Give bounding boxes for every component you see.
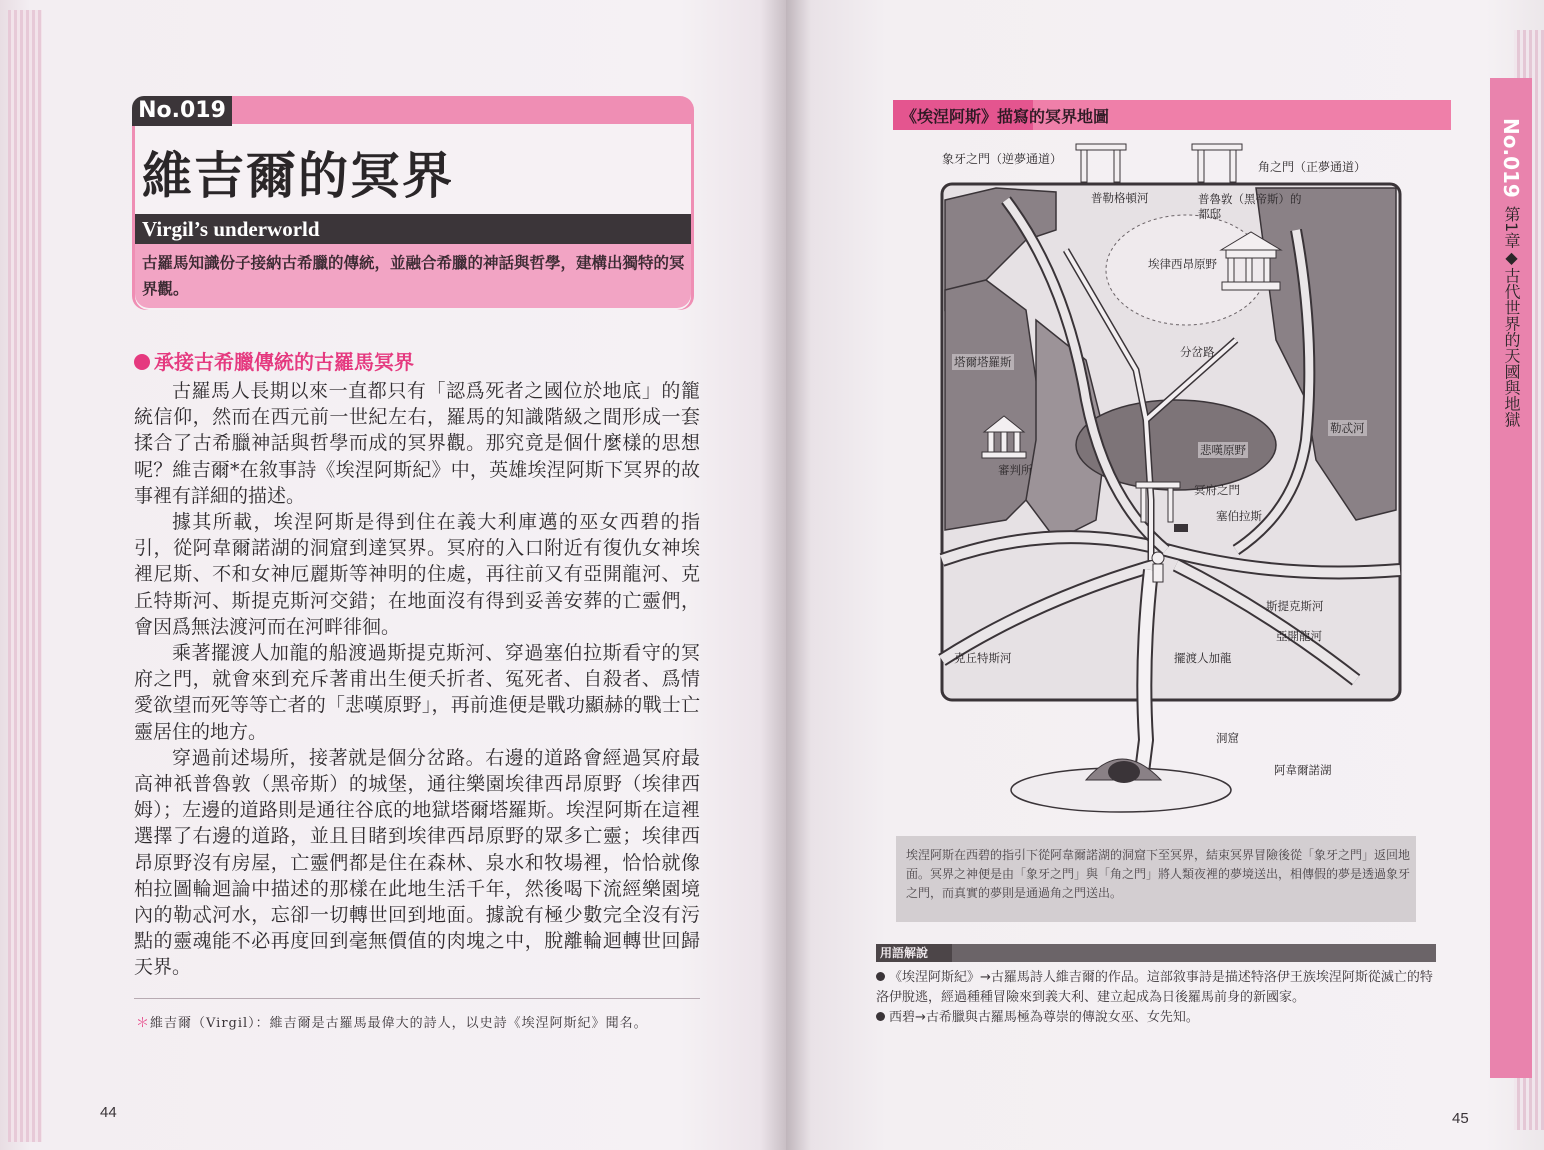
label-cave: 洞窟 bbox=[1216, 731, 1239, 745]
paragraph: 古羅馬人長期以來一直都只有「認爲死者之國位於地底」的籠統信仰，然而在西元前一世紀左右，羅馬的知識階級之間形成一套揉合了古希臘神話與哲學而成的冥界觀。那究竟是個什麼樣的思想呢？維吉爾*在敘事詩《埃涅阿斯紀》中，英雄埃涅阿斯下冥界的故事裡有詳細的描述。 bbox=[134, 380, 700, 507]
paragraph: 穿過前述場所，接著就是個分岔路。右邊的道路會經過冥府最高神祇普魯敦（黑帝斯）的城堡，通往樂園埃律西昂原野（埃律西姆）；左邊的道路則是通往谷底的地獄塔爾塔羅斯。埃涅阿斯在這裡選擇了右邊的道路，並且目睹到埃律西昂原野的眾多亡靈；埃律西昂原野沒有房屋，亡靈們都是住在森林、泉水和牧場裡，恰恰就像柏拉圖輪迴論中描述的那樣在此地生活千年，然後喝下流經樂園境內的勒忒河水，忘卻一切轉世回到地面。據說有極少數完全沒有污點的靈魂能不必再度回到毫無價值的肉塊之中，脫離輪迴轉世回歸天界。 bbox=[134, 746, 700, 979]
bullet-dot-icon bbox=[876, 1012, 885, 1021]
label-styx: 斯提克斯河 bbox=[1266, 599, 1324, 613]
label-acheron: 亞開龍河 bbox=[1276, 629, 1322, 643]
label-horn-gate: 角之門（正夢通道） bbox=[1258, 160, 1367, 174]
label-mourning-fields: 悲嘆原野 bbox=[1200, 443, 1246, 457]
side-tab-number: No.019 bbox=[1499, 118, 1523, 198]
label-charon: 擺渡人加龍 bbox=[1174, 651, 1232, 665]
footnote-divider bbox=[134, 998, 700, 999]
label-court: 審判所 bbox=[998, 463, 1033, 477]
label-elysium: 埃律西昂原野 bbox=[1148, 257, 1217, 271]
page-title: 維吉爾的冥界 bbox=[142, 147, 454, 205]
bullet-dot-icon bbox=[134, 354, 150, 370]
label-avernus: 阿韋爾諾湖 bbox=[1274, 763, 1332, 777]
label-pluto-city: 普魯敦（黑帝斯）的都邸 bbox=[1198, 192, 1302, 221]
label-tartarus: 塔爾塔羅斯 bbox=[954, 355, 1012, 369]
label-cocytus: 克丘特斯河 bbox=[954, 651, 1012, 665]
footnote-text: 維吉爾（Virgil）：維吉爾是古羅馬最偉大的詩人，以史詩《埃涅阿斯紀》聞名。 bbox=[150, 1016, 648, 1031]
page-number-right: 45 bbox=[1452, 1110, 1469, 1127]
glossary bbox=[876, 968, 1436, 1028]
body-text bbox=[134, 378, 700, 981]
glossary-item: 西碧→古希臘與古羅馬極為尊崇的傳說女巫、女先知。 bbox=[876, 1008, 1436, 1028]
paragraph: 據其所載，埃涅阿斯是得到住在義大利庫邁的巫女西碧的指引，從阿韋爾諾湖的洞窟到達冥界。冥府的入口附近有復仇女神埃裡尼斯、不和女神厄麗斯等神明的住處，再往前又有亞開龍河、克丘特斯河、斯提克斯河交錯；在地面沒有得到妥善安葬的亡靈們，會因爲無法渡河而在河畔徘徊。 bbox=[134, 511, 700, 638]
glossary-item: 《埃涅阿斯紀》→古羅馬詩人維吉爾的作品。這部敘事詩是描述特洛伊王族埃涅阿斯從滅亡的特洛伊脫逃，經過種種冒險來到義大利、建立起成為日後羅馬前身的新國家。 bbox=[876, 970, 1433, 1005]
glossary-bar bbox=[876, 944, 1436, 962]
label-lethe: 勒忒河 bbox=[1330, 421, 1365, 435]
label-fork: 分岔路 bbox=[1180, 345, 1215, 359]
english-title: Virgil’s underworld bbox=[142, 217, 320, 241]
cerberus-icon bbox=[1174, 524, 1188, 532]
label-cerberus: 塞伯拉斯 bbox=[1216, 509, 1262, 523]
glossary-heading: 用語解說 bbox=[876, 944, 952, 962]
paragraph: 乘著擺渡人加龍的船渡過斯提克斯河、穿過塞伯拉斯看守的冥府之門，就會來到充斥著甫出生便夭折者、冤死者、自殺者、爲情愛欲望而死等等亡者的「悲嘆原野」，再前進便是戰功顯赫的戰士亡靈居住的地方。 bbox=[134, 642, 700, 743]
section-heading-text: 承接古希臘傳統的古羅馬冥界 bbox=[154, 350, 414, 374]
label-phlegethon: 普勒格頓河 bbox=[1091, 191, 1149, 205]
section-heading bbox=[134, 346, 414, 375]
horn-gate-icon bbox=[1192, 144, 1242, 182]
aeneas-icon bbox=[1152, 552, 1164, 564]
page-number-left: 44 bbox=[100, 1104, 117, 1121]
bullet-dot-icon bbox=[876, 972, 885, 981]
entry-header bbox=[132, 96, 694, 310]
ivory-gate-icon bbox=[1076, 144, 1126, 182]
figure-title: 《埃涅阿斯》描寫的冥界地圖 bbox=[901, 107, 1110, 126]
side-tab-chapter: 第1章◆古代世界的天國與地獄 bbox=[1502, 206, 1521, 428]
summary-text: 古羅馬知識份子接納古希臘的傳統，並融合希臘的神話與哲學，建構出獨特的冥界觀。 bbox=[142, 254, 685, 298]
asterisk-icon: ＊ bbox=[136, 1016, 151, 1031]
footnote bbox=[136, 1012, 702, 1036]
label-hades-gate: 冥府之門 bbox=[1194, 483, 1240, 497]
entry-number: No.019 bbox=[132, 96, 232, 126]
page-edge-left bbox=[8, 10, 42, 1142]
figure-caption: 埃涅阿斯在西碧的指引下從阿韋爾諾湖的洞窟下至冥界，結束冥界冒險後從「象牙之門」返回地面。冥界之神便是由「象牙之門」與「角之門」將人類夜裡的夢境送出，相傳假的夢是透過象牙之門，而真實的夢則是通過角之門送出。 bbox=[906, 848, 1411, 900]
right-page bbox=[786, 0, 1544, 1150]
underworld-map bbox=[936, 140, 1436, 830]
label-ivory-gate: 象牙之門（逆夢通道） bbox=[942, 152, 1063, 166]
